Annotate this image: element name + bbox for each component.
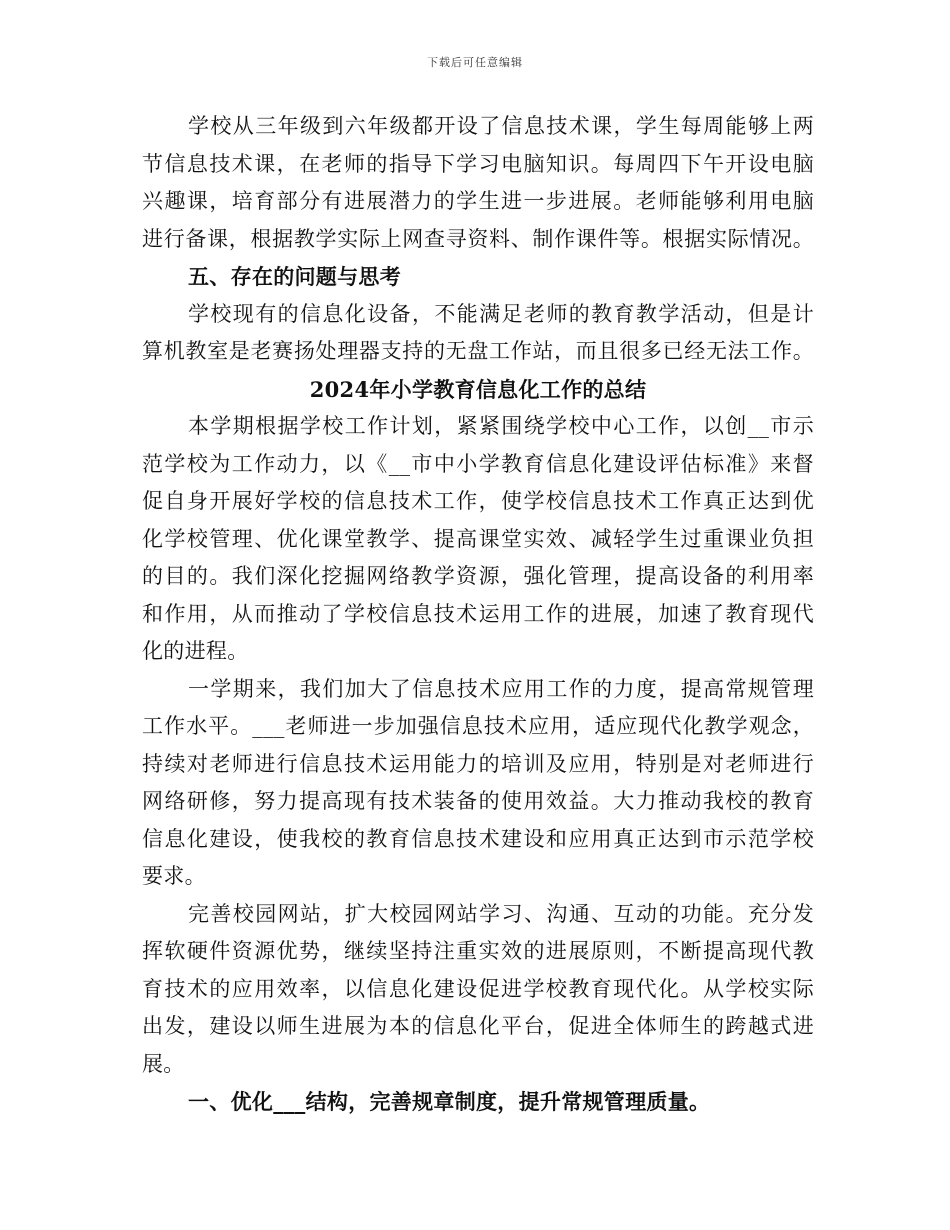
paragraph-line: 算机教室是老赛扬处理器支持的无盘工作站，而且很多已经无法工作。 [142, 339, 814, 363]
section-heading: 五、存在的问题与思考 [188, 264, 401, 289]
page-header-note: 下载后可任意编辑 [427, 56, 523, 69]
section-heading: 一、优化___结构，完善规章制度，提升常规管理质量。 [188, 1089, 711, 1114]
paragraph-line: 进行备课，根据教学实际上网查寻资料、制作课件等。根据实际情况。 [142, 226, 814, 251]
paragraph-line: 本学期根据学校工作计划，紧紧围绕学校中心工作，以创__市示 [188, 414, 814, 438]
paragraph-line: 范学校为工作动力，以《__市中小学教育信息化建设评估标准》来督 [142, 451, 814, 476]
paragraph-line: 学校从三年级到六年级都开设了信息技术课，学生每周能够上两 [188, 114, 814, 138]
paragraph-line: 化的进程。 [142, 639, 249, 663]
paragraph-line: 挥软硬件资源优势，继续坚持注重实效的进展原则，不断提高现代教 [142, 939, 814, 963]
paragraph-line: 持续对老师进行信息技术运用能力的培训及应用，特别是对老师进行 [142, 751, 814, 776]
paragraph-line: 和作用，从而推动了学校信息技术运用工作的进展，加速了教育现代 [142, 601, 814, 626]
paragraph-line: 出发，建设以师生进展为本的信息化平台，促进全体师生的跨越式进 [142, 1014, 814, 1038]
paragraph-line: 要求。 [142, 864, 206, 888]
document-body [142, 108, 814, 1121]
paragraph-line: 展。 [142, 1051, 185, 1076]
paragraph-line: 工作水平。___老师进一步加强信息技术应用，适应现代化教学观念， [142, 714, 814, 738]
paragraph-line: 促自身开展好学校的信息技术工作，使学校信息技术工作真正达到优 [142, 489, 814, 513]
document-title: 2024年小学教育信息化工作的总结 [309, 376, 647, 402]
paragraph-line: 学校现有的信息化设备，不能满足老师的教育教学活动，但是计 [188, 301, 814, 326]
paragraph-line: 兴趣课，培育部分有进展潜力的学生进一步进展。老师能够利用电脑 [142, 189, 814, 213]
paragraph-line: 信息化建设，使我校的教育信息技术建设和应用真正达到市示范学校 [142, 826, 814, 851]
paragraph-line: 节信息技术课，在老师的指导下学习电脑知识。每周四下午开设电脑 [142, 151, 814, 176]
paragraph-line: 完善校园网站，扩大校园网站学习、沟通、互动的功能。充分发 [188, 901, 814, 926]
paragraph-line: 的目的。我们深化挖掘网络教学资源，强化管理，提高设备的利用率 [142, 564, 814, 588]
paragraph-line: 育技术的应用效率，以信息化建设促进学校教育现代化。从学校实际 [142, 976, 814, 1001]
paragraph-line: 网络研修，努力提高现有技术装备的使用效益。大力推动我校的教育 [142, 789, 814, 813]
paragraph-line: 一学期来，我们加大了信息技术应用工作的力度，提高常规管理 [188, 676, 814, 701]
paragraph-line: 化学校管理、优化课堂教学、提高课堂实效、减轻学生过重课业负担 [142, 526, 814, 551]
